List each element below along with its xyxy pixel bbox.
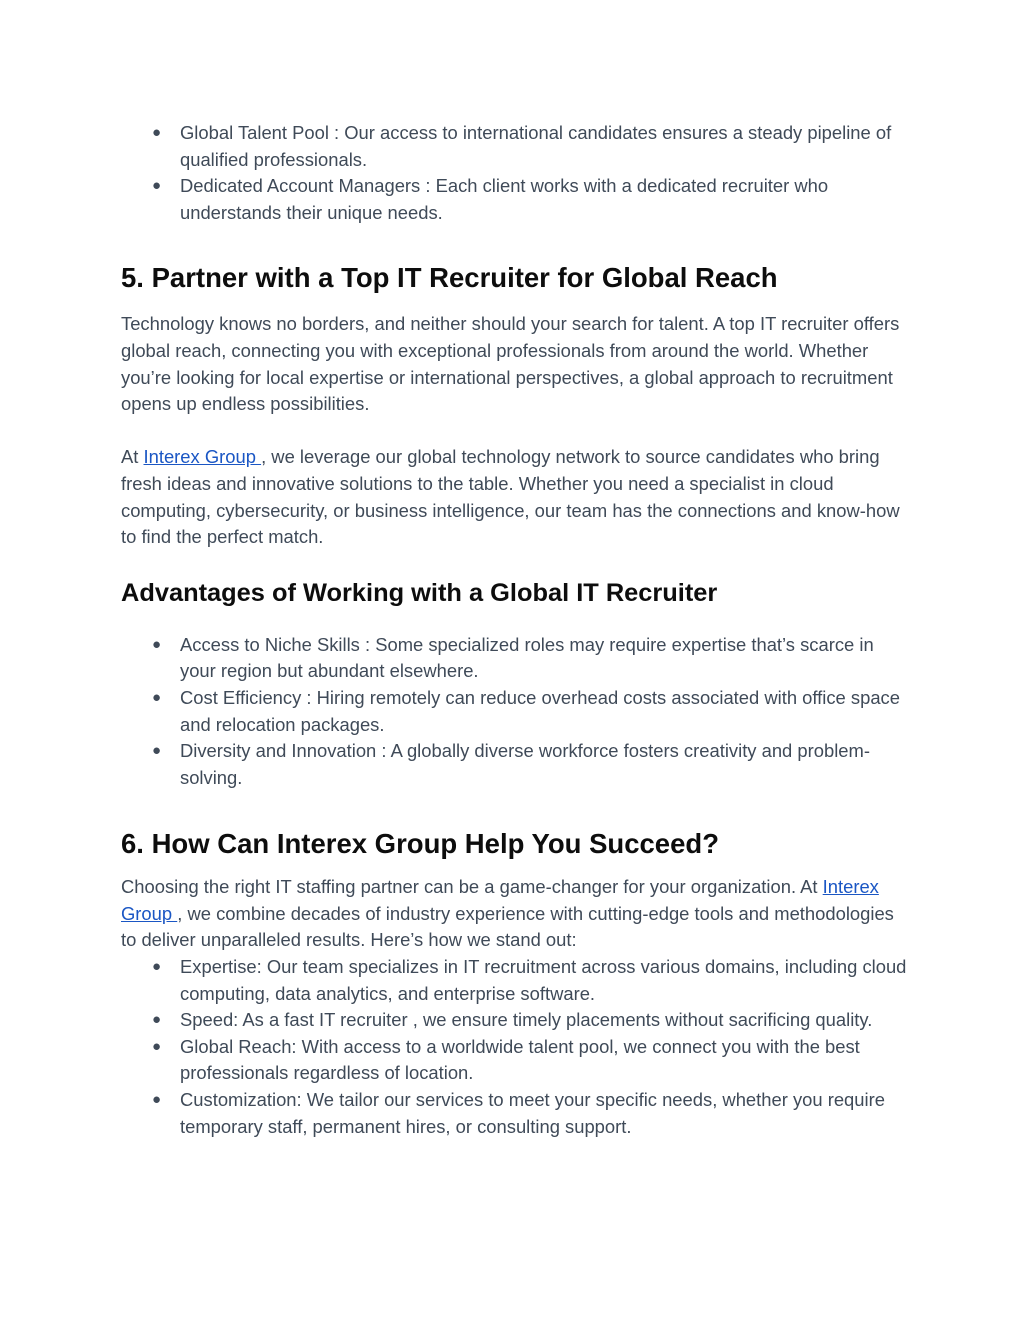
bullet-icon: ● [152, 635, 162, 653]
list-item-text: Cost Efficiency : Hiring remotely can reduce overhead costs associated with office space and relocation packages. [180, 686, 900, 735]
section-6-bullet-list [121, 954, 911, 1140]
section-6-paragraph [121, 874, 911, 954]
paragraph-text: , we combine decades of industry experience with cutting-edge tools and methodologies to deliver unparalleled results. Here’s how we stand out: [121, 902, 894, 951]
section-6-heading: 6. How Can Interex Group Help You Succeed? [121, 828, 719, 860]
section-5-paragraph-2 [121, 444, 911, 550]
top-bullet-list [121, 120, 911, 226]
list-item [121, 1087, 911, 1140]
list-item-text: Global Reach: With access to a worldwide talent pool, we connect you with the best professionals regardless of location. [180, 1035, 860, 1084]
paragraph-text: Choosing the right IT staffing partner can be a game-changer for your organization. At [121, 876, 823, 898]
advantages-heading: Advantages of Working with a Global IT Recruiter [121, 578, 718, 607]
document-page [121, 120, 911, 1140]
list-item-text: Global Talent Pool : Our access to international candidates ensures a steady pipeline of qualified professionals. [180, 122, 892, 170]
paragraph-text: At [121, 446, 144, 468]
paragraph-text: , we leverage our global technology network to source candidates who bring fresh ideas and innovative solutions to the table. Whether you need a specialist in cloud computing, cybersecurity, or business intelligence, our team has the connections and know-how to find the perfect match. [121, 446, 900, 548]
section-5-paragraph-1: Technology knows no borders, and neither should your search for talent. A top IT recruiter offers global reach, connecting you with exceptional professionals from around the world. Whether you’re looking for local expertise or international perspectives, a global approach to recruitment opens up endless possibilities. [121, 313, 900, 415]
list-item-text: Diversity and Innovation : A globally diverse workforce fosters creativity and problem-solving. [180, 740, 870, 788]
list-item [121, 1007, 911, 1034]
list-item-text: Speed: As a fast IT recruiter , we ensure timely placements without sacrificing quality. [180, 1009, 873, 1031]
interex-group-link[interactable]: Interex Group [143, 446, 262, 468]
list-item [121, 173, 911, 226]
bullet-icon: ● [152, 1011, 162, 1029]
bullet-icon: ● [152, 1037, 162, 1055]
list-item [121, 738, 911, 791]
list-item-text: Expertise: Our team specializes in IT recruitment across various domains, including cloud computing, data analytics, and enterprise software. [180, 956, 907, 1004]
bullet-icon: ● [152, 958, 162, 976]
section-5-heading: 5. Partner with a Top IT Recruiter for Global Reach [121, 262, 778, 294]
interex-group-link[interactable]: Interex Group [121, 876, 879, 924]
bullet-icon: ● [152, 742, 162, 760]
bullet-icon: ● [152, 124, 162, 141]
list-item [121, 120, 911, 173]
list-item [121, 1034, 911, 1087]
list-item-text: Customization: We tailor our services to meet your specific needs, whether you require temporary staff, permanent hires, or consulting support. [180, 1089, 885, 1137]
bullet-icon: ● [152, 688, 162, 706]
advantages-list [121, 632, 911, 792]
bullet-icon: ● [152, 177, 162, 195]
list-item-text: Dedicated Account Managers : Each client works with a dedicated recruiter who understands their unique needs. [180, 175, 829, 223]
list-item [121, 685, 911, 738]
bullet-icon: ● [152, 1091, 162, 1109]
list-item-text: Access to Niche Skills : Some specialized roles may require expertise that’s scarce in your region but abundant elsewhere. [180, 633, 874, 682]
list-item [121, 954, 911, 1007]
list-item [121, 632, 911, 685]
